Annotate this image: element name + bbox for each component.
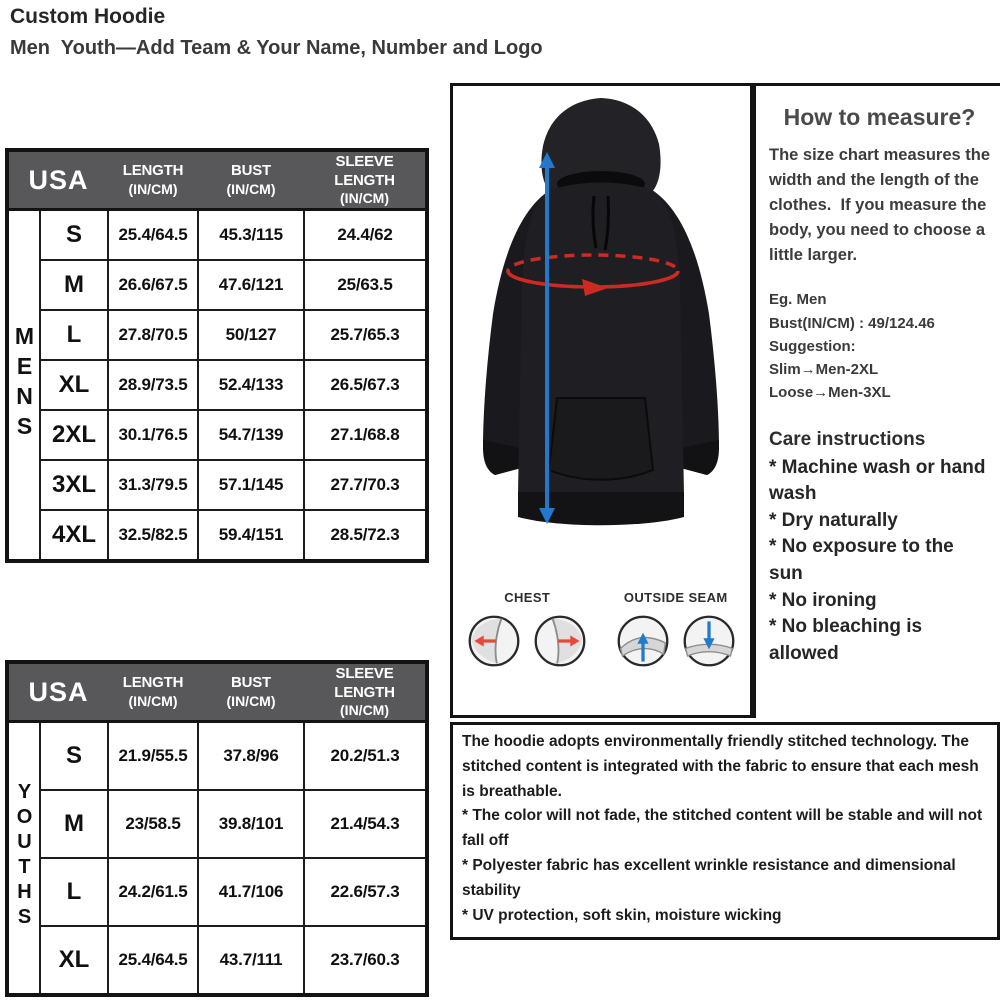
col-label: LENGTH — [122, 674, 184, 692]
table-row — [7, 410, 427, 460]
example-line: Loose→Men-3XL — [769, 384, 891, 402]
table-row — [7, 790, 427, 858]
seam-arrow-down-icon — [681, 613, 737, 669]
col-unit: (IN/CM) — [226, 692, 276, 709]
table-header-row — [7, 662, 427, 722]
bust-cell: 50/127 — [198, 310, 304, 360]
table-row — [7, 210, 427, 261]
sleeve-cell: 25.7/65.3 — [304, 310, 427, 360]
sleeve-cell: 25/63.5 — [304, 260, 427, 310]
col-header-sleeve — [304, 662, 427, 722]
size-cell: 4XL — [40, 510, 108, 561]
length-cell: 32.5/82.5 — [108, 510, 198, 561]
length-cell: 23/58.5 — [108, 790, 198, 858]
bust-cell: 52.4/133 — [198, 360, 304, 410]
length-cell: 25.4/64.5 — [108, 926, 198, 995]
mens-size-table — [5, 148, 429, 563]
care-instructions-heading: Care instructions — [769, 428, 926, 450]
size-cell: L — [40, 310, 108, 360]
bust-cell: 45.3/115 — [198, 210, 304, 261]
col-label: LENGTH — [122, 162, 184, 180]
size-cell: 3XL — [40, 460, 108, 510]
col-unit: (IN/CM) — [226, 180, 276, 197]
size-cell: M — [40, 790, 108, 858]
measure-icons-row — [453, 590, 750, 669]
example-line: Bust(IN/CM) : 49/124.46 — [769, 314, 935, 332]
product-description — [450, 722, 1000, 940]
col-header-sleeve — [304, 150, 427, 210]
size-cell: L — [40, 858, 108, 926]
example-line: Slim→Men-2XL — [769, 361, 879, 379]
care-item: * No ironing — [769, 589, 877, 611]
chest-label: CHEST — [504, 590, 551, 605]
col-label: SLEEVE LENGTH — [334, 152, 395, 189]
table-row — [7, 360, 427, 410]
sleeve-cell: 28.5/72.3 — [304, 510, 427, 561]
table-row — [7, 460, 427, 510]
bust-cell: 54.7/139 — [198, 410, 304, 460]
size-cell: S — [40, 722, 108, 791]
col-header-bust — [198, 150, 304, 210]
col-header-usa: USA — [7, 662, 108, 722]
bust-cell: 41.7/106 — [198, 858, 304, 926]
how-to-measure-body: The size chart measures the width and the length of the clothes. If you measure the body, you need to choose a little larger. — [769, 146, 995, 265]
sleeve-cell: 26.5/67.3 — [304, 360, 427, 410]
youths-size-table — [5, 660, 429, 997]
seam-arrow-up-icon — [615, 613, 671, 669]
care-instructions — [769, 429, 990, 668]
outside-seam-group — [615, 590, 737, 669]
length-cell: 30.1/76.5 — [108, 410, 198, 460]
table-row — [7, 858, 427, 926]
size-cell: S — [40, 210, 108, 261]
table-header-row — [7, 150, 427, 210]
size-cell: M — [40, 260, 108, 310]
description-paragraph: * The color will not fade, the stitched content will be stable and will not fall off — [462, 807, 983, 850]
col-header-length — [108, 150, 198, 210]
length-cell: 24.2/61.5 — [108, 858, 198, 926]
col-label: SLEEVE LENGTH — [334, 664, 395, 701]
col-header-bust — [198, 662, 304, 722]
care-item: * Machine wash or hand wash — [769, 456, 986, 505]
chest-measure-group — [466, 590, 588, 669]
how-to-measure-panel — [753, 83, 1000, 718]
page-title: Custom Hoodie — [10, 5, 166, 28]
sleeve-cell: 27.7/70.3 — [304, 460, 427, 510]
table-row — [7, 722, 427, 791]
measurement-panel — [450, 83, 753, 718]
bust-cell: 39.8/101 — [198, 790, 304, 858]
outside-seam-label: OUTSIDE SEAM — [623, 590, 728, 605]
size-cell: XL — [40, 360, 108, 410]
length-cell: 25.4/64.5 — [108, 210, 198, 261]
col-unit: (IN/CM) — [340, 190, 390, 207]
length-cell: 28.9/73.5 — [108, 360, 198, 410]
col-unit: (IN/CM) — [128, 692, 178, 709]
table-row — [7, 510, 427, 561]
example-line: Eg. Men — [769, 291, 827, 309]
bust-cell: 47.6/121 — [198, 260, 304, 310]
table-row — [7, 260, 427, 310]
sizing-example — [769, 288, 990, 404]
col-label: BUST — [230, 674, 272, 692]
example-line: Suggestion: — [769, 337, 856, 355]
youths-group-cell — [7, 722, 40, 996]
col-header-length — [108, 662, 198, 722]
description-paragraph: The hoodie adopts environmentally friendly stitched technology. The stitched content is integrated with the fabric to ensure that each mesh is breathable. — [462, 733, 979, 800]
sleeve-cell: 21.4/54.3 — [304, 790, 427, 858]
sleeve-cell: 27.1/68.8 — [304, 410, 427, 460]
description-paragraph: * UV protection, soft skin, moisture wicking — [462, 906, 782, 924]
chest-arrow-right-icon — [532, 613, 588, 669]
vertical-label: YOUTHS — [13, 780, 36, 931]
mens-group-cell — [7, 210, 40, 562]
table-row — [7, 310, 427, 360]
col-unit: (IN/CM) — [340, 702, 390, 719]
col-header-usa: USA — [7, 150, 108, 210]
vertical-label: MENS — [11, 322, 38, 443]
sleeve-cell: 20.2/51.3 — [304, 722, 427, 791]
bust-cell: 57.1/145 — [198, 460, 304, 510]
col-unit: (IN/CM) — [128, 180, 178, 197]
length-cell: 27.8/70.5 — [108, 310, 198, 360]
care-item: * Dry naturally — [769, 509, 898, 531]
sleeve-cell: 24.4/62 — [304, 210, 427, 261]
sleeve-cell: 23.7/60.3 — [304, 926, 427, 995]
size-cell: 2XL — [40, 410, 108, 460]
length-cell: 31.3/79.5 — [108, 460, 198, 510]
length-cell: 26.6/67.5 — [108, 260, 198, 310]
sleeve-cell: 22.6/57.3 — [304, 858, 427, 926]
bust-cell: 59.4/151 — [198, 510, 304, 561]
hoodie-photo — [453, 86, 750, 566]
length-cell: 21.9/55.5 — [108, 722, 198, 791]
care-item: * No exposure to the sun — [769, 536, 954, 585]
bust-cell: 37.8/96 — [198, 722, 304, 791]
page-subtitle: Men Youth—Add Team & Your Name, Number and Logo — [10, 37, 543, 59]
bust-cell: 43.7/111 — [198, 926, 304, 995]
table-row — [7, 926, 427, 995]
care-item: * No bleaching is allowed — [769, 616, 923, 664]
col-label: BUST — [230, 162, 272, 180]
description-paragraph: * Polyester fabric has excellent wrinkle resistance and dimensional stability — [462, 856, 956, 899]
chest-arrow-left-icon — [466, 613, 522, 669]
how-to-measure-heading: How to measure? — [783, 104, 976, 130]
size-cell: XL — [40, 926, 108, 995]
